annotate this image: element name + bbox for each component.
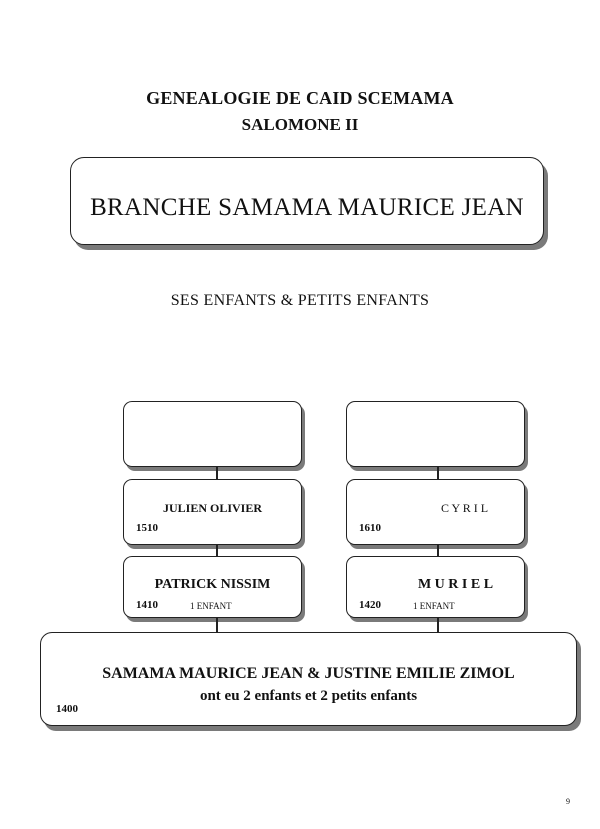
child-box-patrick xyxy=(123,556,302,618)
grandchild-box-cyril xyxy=(346,479,525,545)
child-box-muriel xyxy=(346,556,525,618)
parents-box xyxy=(40,632,577,726)
child-number: 1420 xyxy=(359,599,381,611)
empty-box-left xyxy=(123,401,302,467)
branch-banner-text: BRANCHE SAMAMA MAURICE JEAN xyxy=(90,194,524,221)
grandchild-name: C Y R I L xyxy=(440,501,489,515)
section-title: SES ENFANTS & PETITS ENFANTS xyxy=(170,292,430,309)
grandchild-number: 1510 xyxy=(136,522,158,534)
parents-summary: ont eu 2 enfants et 2 petits enfants xyxy=(199,688,418,704)
parents-names: SAMAMA MAURICE JEAN & JUSTINE EMILIE ZIMOL xyxy=(102,665,515,682)
connector-line xyxy=(437,466,439,480)
grandchild-number: 1610 xyxy=(359,522,381,534)
branch-banner xyxy=(70,157,544,245)
child-children-count: 1 ENFANT xyxy=(190,601,232,611)
connector-line xyxy=(216,466,218,480)
child-name: PATRICK NISSIM xyxy=(154,577,271,592)
child-number: 1410 xyxy=(136,599,158,611)
empty-box-right xyxy=(346,401,525,467)
page-title: GENEALOGIE DE CAID SCEMAMA xyxy=(146,88,454,108)
page-number: 9 xyxy=(566,797,570,806)
parents-number: 1400 xyxy=(56,703,78,715)
page-subtitle: SALOMONE II xyxy=(241,115,359,134)
child-children-count: 1 ENFANT xyxy=(413,601,455,611)
connector-line xyxy=(216,617,218,633)
connector-line xyxy=(437,617,439,633)
grandchild-name: JULIEN OLIVIER xyxy=(162,501,263,515)
grandchild-box-julien xyxy=(123,479,302,545)
child-name: M U R I E L xyxy=(417,577,494,592)
